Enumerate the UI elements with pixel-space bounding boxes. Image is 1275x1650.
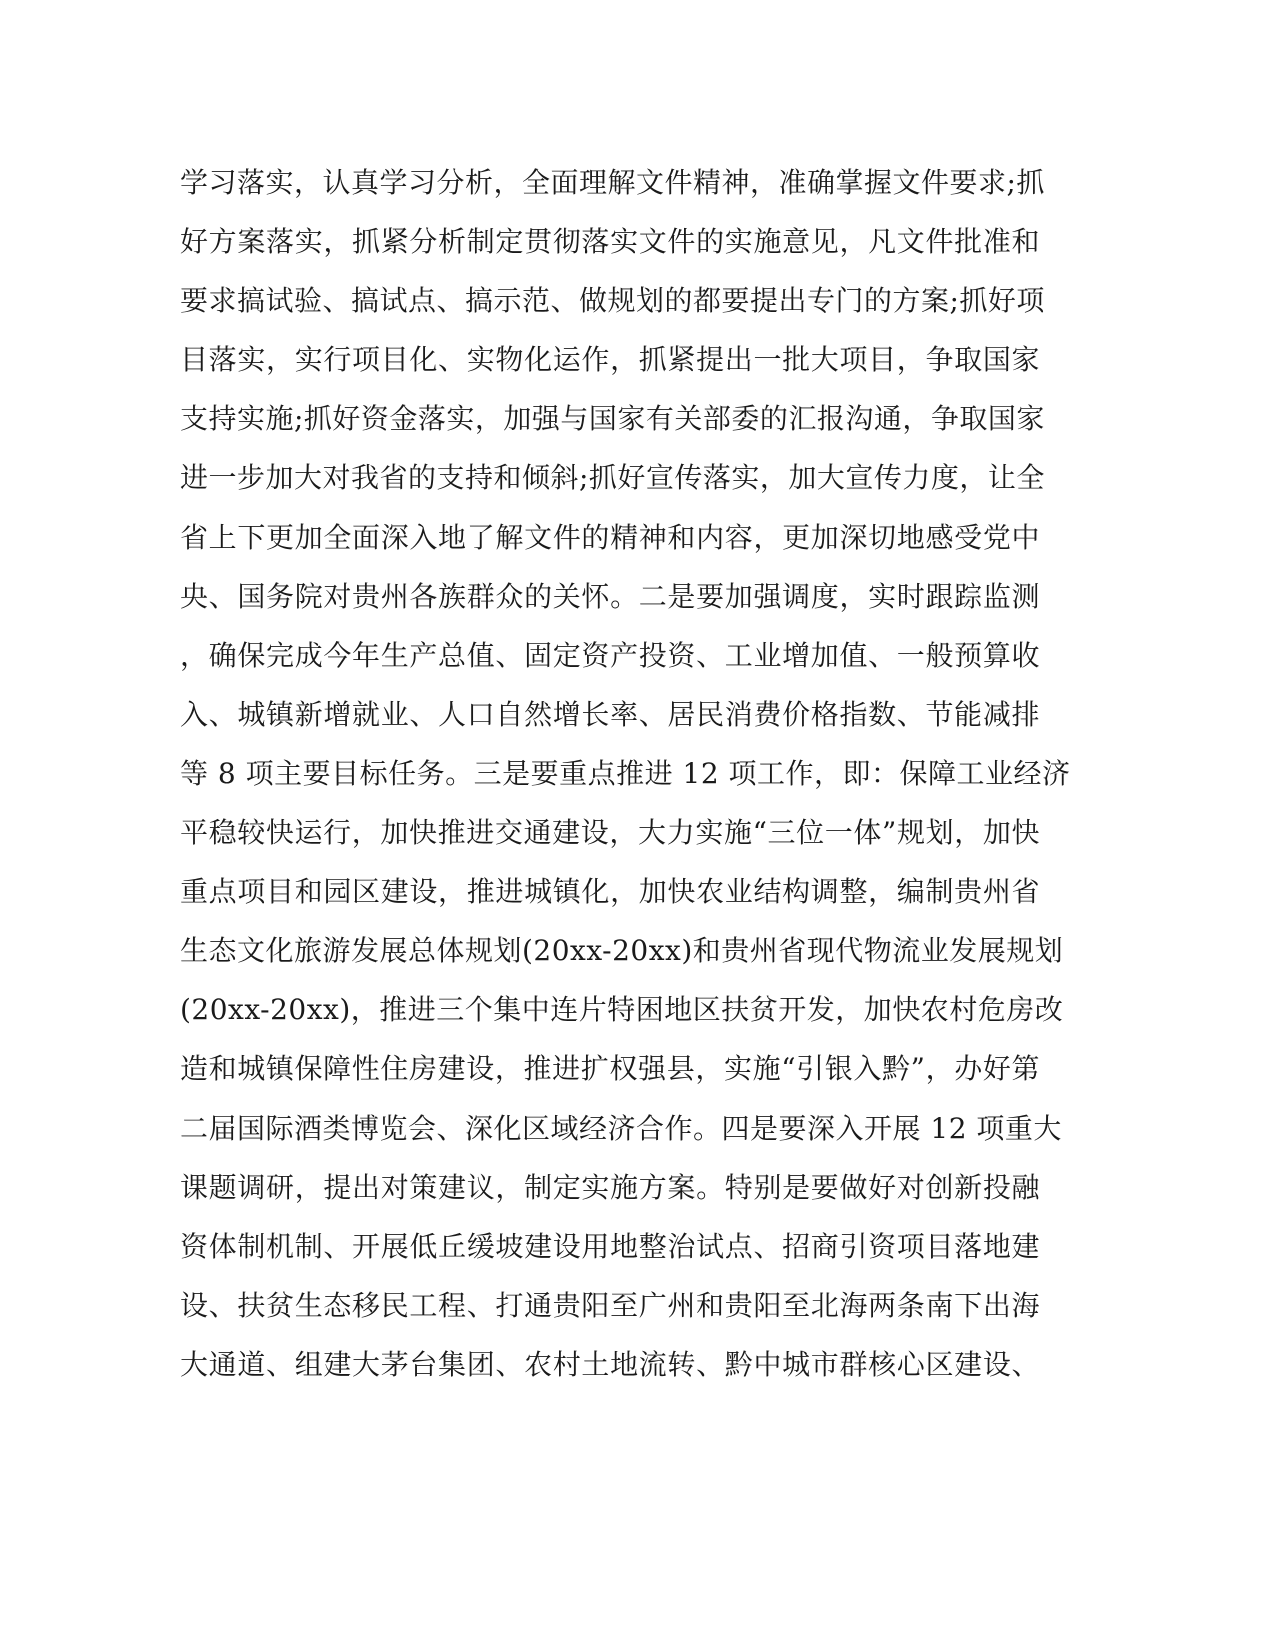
text-line: 平稳较快运行，加快推进交通建设，大力实施“三位一体”规划，加快 [180,816,1040,850]
text-line: 支持实施;抓好资金落实，加强与国家有关部委的汇报沟通，争取国家 [180,402,1045,436]
text-line: 造和城镇保障性住房建设，推进扩权强县，实施“引银入黔”，办好第 [180,1052,1040,1086]
text-line: 二届国际酒类博览会、深化区域经济合作。四是要深入开展 12 项重大 [180,1111,1062,1145]
text-line: 等 8 项主要目标任务。三是要重点推进 12 项工作，即：保障工业经济 [180,756,1071,790]
text-line: ，确保完成今年生产总值、固定资产投资、工业增加值、一般预算收 [180,638,1040,672]
text-line: 省上下更加全面深入地了解文件的精神和内容，更加深切地感受党中 [180,520,1040,554]
text-line: 生态文化旅游发展总体规划(20xx-20xx)和贵州省现代物流业发展规划 [180,934,1064,968]
text-line: (20xx-20xx)，推进三个集中连片特困地区扶贫开发，加快农村危房改 [180,993,1064,1027]
text-line: 大通道、组建大茅台集团、农村土地流转、黔中城市群核心区建设、 [180,1347,1040,1381]
text-line: 课题调研，提出对策建议，制定实施方案。特别是要做好对创新投融 [180,1170,1040,1204]
text-line: 央、国务院对贵州各族群众的关怀。二是要加强调度，实时跟踪监测 [180,579,1040,613]
text-line: 设、扶贫生态移民工程、打通贵阳至广州和贵阳至北海两条南下出海 [180,1288,1040,1322]
text-line: 学习落实，认真学习分析，全面理解文件精神，准确掌握文件要求;抓 [180,166,1045,199]
text-line: 好方案落实，抓紧分析制定贯彻落实文件的实施意见，凡文件批准和 [180,225,1040,259]
text-line: 入、城镇新增就业、人口自然增长率、居民消费价格指数、节能减排 [180,697,1040,731]
text-line: 进一步加大对我省的支持和倾斜;抓好宣传落实，加大宣传力度，让全 [180,461,1045,495]
text-line: 资体制机制、开展低丘缓坡建设用地整治试点、招商引资项目落地建 [180,1229,1040,1263]
text-line: 重点项目和园区建设，推进城镇化，加快农业结构调整，编制贵州省 [180,875,1040,909]
text-line: 目落实，实行项目化、实物化运作，抓紧提出一批大项目，争取国家 [180,343,1040,377]
body-text [180,160,1071,1401]
text-line: 要求搞试验、搞试点、搞示范、做规划的都要提出专门的方案;抓好项 [180,284,1045,318]
